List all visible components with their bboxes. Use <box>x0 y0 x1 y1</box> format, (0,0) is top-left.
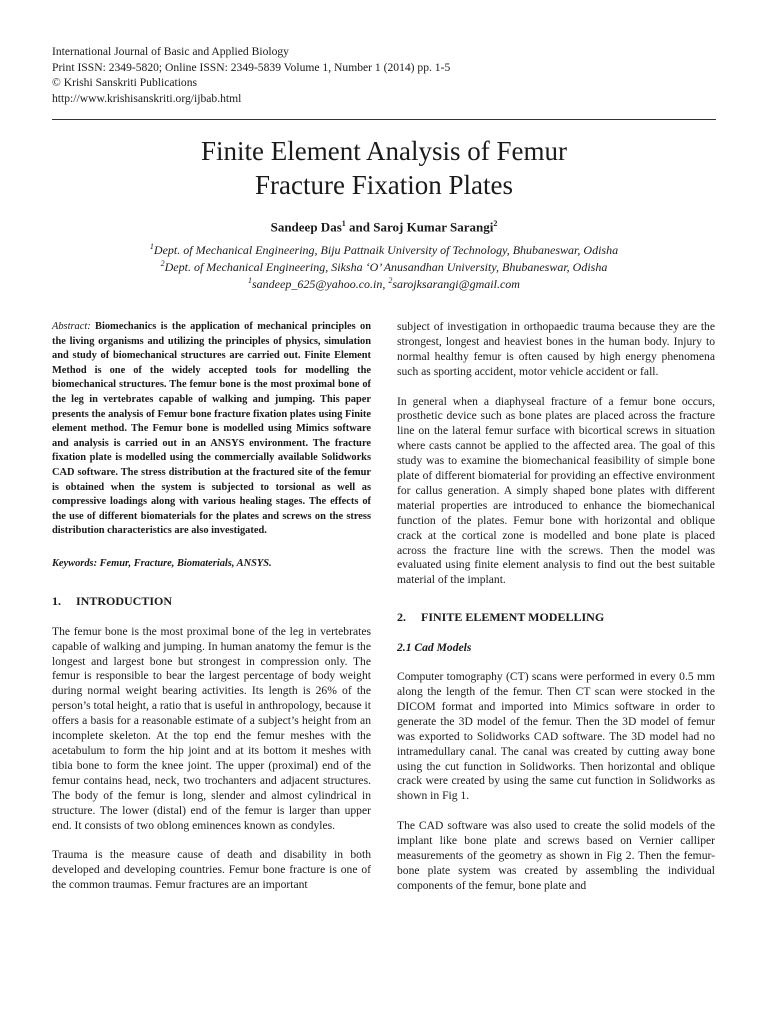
left-column <box>52 320 371 908</box>
title-line-1: Finite Element Analysis of Femur <box>201 136 567 166</box>
paper-title <box>52 134 716 202</box>
keywords: Keywords: Femur, Fracture, Biomaterials, ANSYS. <box>52 557 272 569</box>
intro-paragraph-3: subject of investigation in orthopaedic trauma because they are the strongest, longest and heaviest bones in the human body. Injury to normal healthy femur is often caused by high energy phenomena such as sporting accident, motor vehicle accident or fall. <box>397 320 715 378</box>
section-2-title: FINITE ELEMENT MODELLING <box>421 610 605 625</box>
section-1-number: 1. <box>52 593 61 608</box>
section-1-title: INTRODUCTION <box>76 593 173 608</box>
affiliation-1 <box>52 242 716 258</box>
author-list <box>52 219 716 235</box>
publisher: © Krishi Sanskriti Publications <box>52 76 198 90</box>
author-and: and <box>345 219 374 235</box>
email-1[interactable]: sandeep_625@yahoo.co.in, <box>252 277 389 291</box>
intro-paragraph-2: Trauma is the measure cause of death and disability in both developed and developing countries. Femur bone fracture is one of the common traumas. Femur fractures are an important <box>52 848 371 892</box>
author-emails <box>52 276 716 292</box>
subsection-2-1-heading: 2.1 Cad Models <box>397 641 472 655</box>
author-1: Sandeep Das <box>270 219 342 235</box>
email-1-sup: 1 <box>248 276 253 285</box>
email-2-sup: 2 <box>388 276 393 285</box>
journal-url[interactable]: http://www.krishisanskriti.org/ijbab.html <box>52 91 242 105</box>
author-2: Saroj Kumar Sarangi <box>373 219 494 235</box>
section-2-heading <box>397 610 715 625</box>
title-line-2: Fracture Fixation Plates <box>255 170 513 200</box>
affiliation-1-sup: 1 <box>149 242 154 251</box>
author-2-sup: 2 <box>493 219 498 228</box>
abstract-text: Biomechanics is the application of mechanical principles on the living organisms and utilizing the principles of physics, simulation and study of biomechanical structures are carried out. Finite Element Method is one of the widely accepted tools for modelling the biomechanical structures. The femur bone is the most proximal bone of the leg in vertebrates capable of walking and jumping. This paper presents the analysis of Femur bone fracture fixation plates using Finite element method. The Femur bone is modelled using Mimics software and analysis is carried out in an ANSYS environment. The fracture fixation plate is modelled using the commercially available Solidworks CAD software. The stress distribution at the fractured site of the femur is obtained when the system is subjected to torsional as well as compressive loadings along with various healing stages. The effects of the use of different biomaterials for the plates and screws on the stress distribution characteristics are also investigated. <box>52 321 371 537</box>
intro-paragraph-4: In general when a diaphyseal fracture of a femur bone occurs, prosthetic device such as bone plates are placed across the fracture line on the lateral femur surface with bicortical screws in situation where casts cannot be applied to the affected area. The goal of this study was to examine the biomechanical feasibility of simple bone plate of different biomaterial for providing an effective environment for callus generation. A simply shaped bone plates with different material properties are introduced to enhance the biomechanical function of the plates. Femur bone with horizontal and oblique crack at the cortical zone is modelled and bone plate is placed across the fracture line with the screws. Then the model was evaluated using finite element analysis to find out the best suitable material of the implant. <box>397 394 715 587</box>
journal-issn: Print ISSN: 2349-5820; Online ISSN: 2349-5839 Volume 1, Number 1 (2014) pp. 1-5 <box>52 60 451 74</box>
header-divider <box>52 119 716 120</box>
email-2[interactable]: sarojksarangi@gmail.com <box>392 277 520 291</box>
abstract-lead: Abstract: <box>52 321 91 332</box>
journal-name: International Journal of Basic and Applied Biology <box>52 45 289 58</box>
affiliation-2-text: Dept. of Mechanical Engineering, Siksha ‘O’ Anusandhan University, Bhubaneswar, Odisha <box>164 260 608 274</box>
journal-header <box>52 44 722 106</box>
right-column <box>397 320 715 909</box>
author-1-sup: 1 <box>341 219 346 228</box>
affiliation-2-sup: 2 <box>160 259 165 268</box>
section-2-number: 2. <box>397 610 406 625</box>
abstract <box>52 320 371 539</box>
intro-paragraph-1: The femur bone is the most proximal bone of the leg in vertebrates capable of walking and jumping. In human anatomy the femur is the longest and largest bone but strongest in compression only. The femur is responsible to bear the largest percentage of body weight during normal weight bearing activities. Its length is 26% of the person’s total height, a ratio that is useful in anthropology, because it offers a basis for a reasonable estimate of a subject’s height from an incomplete skeleton. At the top end the femur meshes with the acetabulum to form the hip joint and at its bottom it meshes with tibia bone to form the knee joint. The upper (proximal) end of the femur contains head, neck, two trochanters and adjacent structures. The body of the femur is long, slender and almost cylindrical in structure. The lower (distal) end of the femur is larger than upper end. It consists of two oblong eminences known as condyles. <box>52 624 371 832</box>
section-1-heading <box>52 594 371 609</box>
cad-paragraph-1: Computer tomography (CT) scans were performed in every 0.5 mm along the length of the femur. Then CT scan were stocked in the DICOM format and imported into Mimics software in order to generate the 3D model of the femur. Then the 3D model of femur was exported to Solidworks CAD software. The 3D model had no intramedullary canal. The canal was created by cutting away bone using the cut function in Solidworks. Then horizontal and oblique crack were created by using the same cut function in Solidworks as shown in Fig 1. <box>397 670 715 803</box>
affiliation-2 <box>52 259 716 275</box>
affiliation-1-text: Dept. of Mechanical Engineering, Biju Pattnaik University of Technology, Bhubaneswar, Odisha <box>153 243 619 257</box>
cad-paragraph-2: The CAD software was also used to create the solid models of the implant like bone plate and screws based on Vernier calliper measurements of the geometry as shown in Fig 2. Then the femur-bone plate system was created by assembling the individual components of the femur, bone plate and <box>397 819 715 892</box>
